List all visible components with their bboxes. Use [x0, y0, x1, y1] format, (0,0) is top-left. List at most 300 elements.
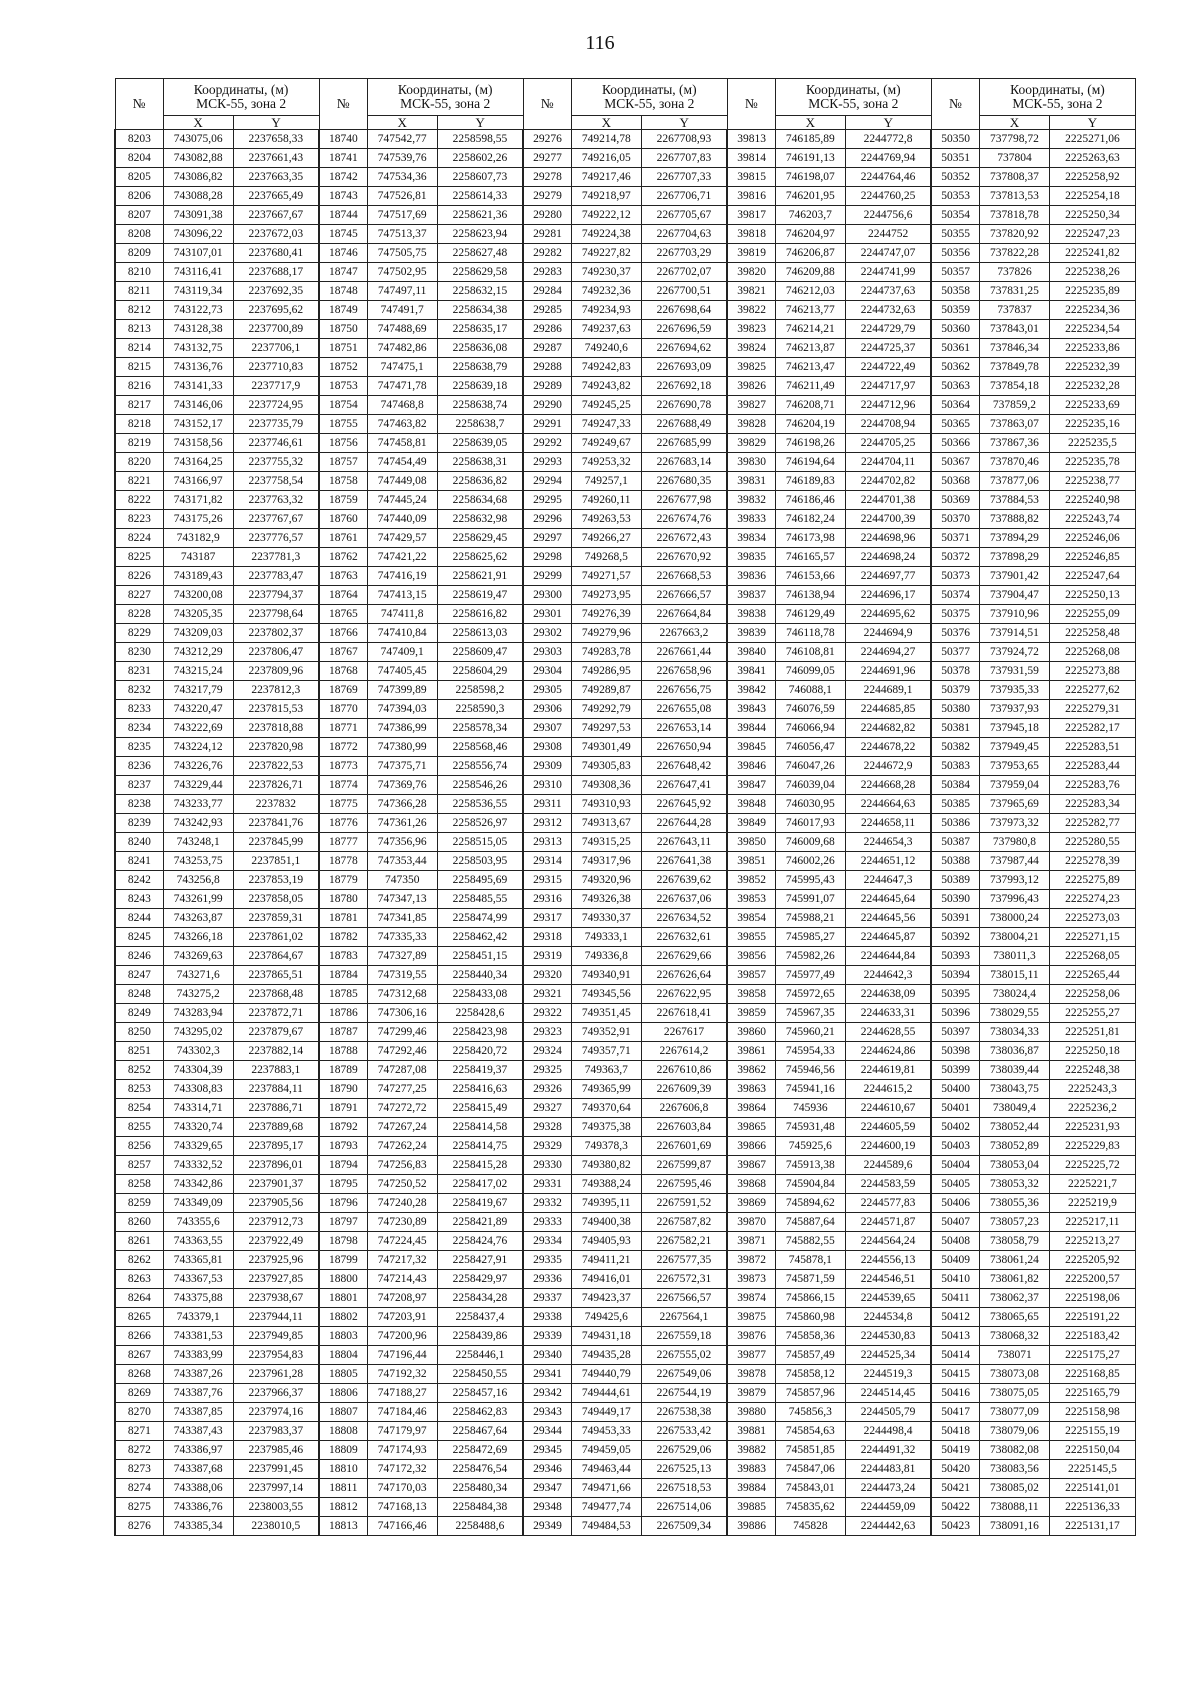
cell-x-value: 749315,25: [571, 833, 641, 852]
cell-y-value: 2237896,01: [233, 1156, 319, 1175]
cell-y-value: 2258488,6: [437, 1517, 523, 1536]
table-row: [115, 947, 1136, 966]
cell-y-value: 2244539,65: [845, 1289, 931, 1308]
cell-point-number: 50388: [931, 852, 979, 871]
cell-x-value: 747179,97: [367, 1422, 437, 1441]
cell-y-value: 2225221,7: [1049, 1175, 1135, 1194]
cell-x-value: 743152,17: [163, 415, 233, 434]
cell-y-value: 2258621,91: [437, 567, 523, 586]
cell-x-value: 737837: [979, 301, 1049, 320]
cell-x-value: 743256,8: [163, 871, 233, 890]
cell-y-value: 2244589,6: [845, 1156, 931, 1175]
cell-point-number: 8252: [115, 1061, 163, 1080]
cell-point-number: 50377: [931, 643, 979, 662]
cell-y-value: 2244624,86: [845, 1042, 931, 1061]
cell-point-number: 39874: [727, 1289, 775, 1308]
cell-point-number: 29337: [523, 1289, 571, 1308]
cell-y-value: 2258428,6: [437, 1004, 523, 1023]
cell-y-value: 2225235,16: [1049, 415, 1135, 434]
cell-point-number: 18807: [319, 1403, 367, 1422]
cell-point-number: 8235: [115, 738, 163, 757]
table-row: [115, 548, 1136, 567]
cell-point-number: 8267: [115, 1346, 163, 1365]
cell-point-number: 18809: [319, 1441, 367, 1460]
cell-y-value: 2225268,05: [1049, 947, 1135, 966]
cell-x-value: 749345,56: [571, 985, 641, 1004]
table-row: [115, 1289, 1136, 1308]
cell-y-value: 2225232,28: [1049, 377, 1135, 396]
cell-x-value: 749224,38: [571, 225, 641, 244]
cell-y-value: 2244696,17: [845, 586, 931, 605]
cell-x-value: 749286,95: [571, 662, 641, 681]
table-row: [115, 415, 1136, 434]
cell-x-value: 743269,63: [163, 947, 233, 966]
cell-y-value: 2237746,61: [233, 434, 319, 453]
cell-x-value: 743128,38: [163, 320, 233, 339]
cell-x-value: 737820,92: [979, 225, 1049, 244]
cell-point-number: 8215: [115, 358, 163, 377]
cell-point-number: 39886: [727, 1517, 775, 1536]
cell-point-number: 29276: [523, 130, 571, 149]
cell-y-value: 2237798,64: [233, 605, 319, 624]
cell-x-value: 737949,45: [979, 738, 1049, 757]
table-row: [115, 301, 1136, 320]
cell-x-value: 743164,25: [163, 453, 233, 472]
cell-y-value: 2244702,82: [845, 472, 931, 491]
cell-x-value: 747468,8: [367, 396, 437, 415]
cell-y-value: 2244654,3: [845, 833, 931, 852]
cell-x-value: 737959,04: [979, 776, 1049, 795]
cell-x-value: 743082,88: [163, 149, 233, 168]
cell-y-value: 2237717,9: [233, 377, 319, 396]
cell-x-value: 747517,69: [367, 206, 437, 225]
cell-point-number: 18791: [319, 1099, 367, 1118]
cell-y-value: 2258480,34: [437, 1479, 523, 1498]
table-row: [115, 1403, 1136, 1422]
cell-point-number: 50378: [931, 662, 979, 681]
cell-y-value: 2237912,73: [233, 1213, 319, 1232]
cell-point-number: 29278: [523, 168, 571, 187]
cell-y-value: 2244701,38: [845, 491, 931, 510]
cell-x-value: 745936: [775, 1099, 845, 1118]
cell-y-value: 2244668,28: [845, 776, 931, 795]
table-row: [115, 244, 1136, 263]
cell-x-value: 738061,24: [979, 1251, 1049, 1270]
cell-y-value: 2225219,9: [1049, 1194, 1135, 1213]
cell-x-value: 746203,7: [775, 206, 845, 225]
cell-y-value: 2267668,53: [641, 567, 727, 586]
cell-x-value: 743242,93: [163, 814, 233, 833]
cell-x-value: 738075,05: [979, 1384, 1049, 1403]
cell-x-value: 743215,24: [163, 662, 233, 681]
cell-y-value: 2237758,54: [233, 472, 319, 491]
cell-y-value: 2267555,02: [641, 1346, 727, 1365]
cell-x-value: 749214,78: [571, 130, 641, 149]
cell-point-number: 8255: [115, 1118, 163, 1137]
cell-y-value: 2237755,32: [233, 453, 319, 472]
cell-x-value: 743385,34: [163, 1517, 233, 1536]
table-row: [115, 1308, 1136, 1327]
cell-y-value: 2244772,8: [845, 130, 931, 149]
table-row: [115, 206, 1136, 225]
cell-y-value: 2237895,17: [233, 1137, 319, 1156]
cell-y-value: 2244519,3: [845, 1365, 931, 1384]
cell-x-value: 747369,76: [367, 776, 437, 795]
cell-point-number: 29306: [523, 700, 571, 719]
cell-y-value: 2237672,03: [233, 225, 319, 244]
cell-point-number: 29330: [523, 1156, 571, 1175]
table-row: [115, 814, 1136, 833]
cell-y-value: 2225234,36: [1049, 301, 1135, 320]
cell-x-value: 747350: [367, 871, 437, 890]
cell-point-number: 18804: [319, 1346, 367, 1365]
cell-y-value: 2225243,74: [1049, 510, 1135, 529]
cell-point-number: 29282: [523, 244, 571, 263]
cell-x-value: 738061,82: [979, 1270, 1049, 1289]
cell-y-value: 2225250,13: [1049, 586, 1135, 605]
table-row: [115, 1137, 1136, 1156]
cell-point-number: 39821: [727, 282, 775, 301]
cell-x-value: 749435,28: [571, 1346, 641, 1365]
cell-point-number: 50411: [931, 1289, 979, 1308]
cell-y-value: 2258614,33: [437, 187, 523, 206]
cell-y-value: 2237724,95: [233, 396, 319, 415]
cell-y-value: 2225279,31: [1049, 700, 1135, 719]
cell-point-number: 29293: [523, 453, 571, 472]
cell-point-number: 39813: [727, 130, 775, 149]
header-coordinates: [775, 79, 931, 116]
header-y: Y: [437, 116, 523, 130]
cell-y-value: 2258415,28: [437, 1156, 523, 1175]
cell-x-value: 747399,89: [367, 681, 437, 700]
cell-x-value: 747250,52: [367, 1175, 437, 1194]
table-row: [115, 757, 1136, 776]
cell-point-number: 29323: [523, 1023, 571, 1042]
cell-y-value: 2267582,21: [641, 1232, 727, 1251]
cell-y-value: 2237944,11: [233, 1308, 319, 1327]
cell-x-value: 749271,57: [571, 567, 641, 586]
cell-y-value: 2237949,85: [233, 1327, 319, 1346]
cell-x-value: 747440,09: [367, 510, 437, 529]
cell-x-value: 746212,03: [775, 282, 845, 301]
cell-x-value: 743182,9: [163, 529, 233, 548]
cell-x-value: 737826: [979, 263, 1049, 282]
cell-x-value: 737888,82: [979, 510, 1049, 529]
cell-y-value: 2267693,09: [641, 358, 727, 377]
cell-y-value: 2244729,79: [845, 320, 931, 339]
cell-x-value: 738068,32: [979, 1327, 1049, 1346]
cell-x-value: 746189,83: [775, 472, 845, 491]
cell-x-value: 749273,95: [571, 586, 641, 605]
cell-x-value: 743187: [163, 548, 233, 567]
cell-x-value: 737854,18: [979, 377, 1049, 396]
cell-point-number: 18756: [319, 434, 367, 453]
cell-x-value: 747526,81: [367, 187, 437, 206]
cell-point-number: 8240: [115, 833, 163, 852]
cell-point-number: 39850: [727, 833, 775, 852]
table-row: [115, 1517, 1136, 1536]
cell-point-number: 29312: [523, 814, 571, 833]
table-row: [115, 263, 1136, 282]
cell-x-value: 746185,89: [775, 130, 845, 149]
cell-y-value: 2258421,89: [437, 1213, 523, 1232]
header-x: X: [979, 116, 1049, 130]
cell-y-value: 2244642,3: [845, 966, 931, 985]
cell-y-value: 2244651,12: [845, 852, 931, 871]
cell-point-number: 8257: [115, 1156, 163, 1175]
table-row: [115, 1422, 1136, 1441]
cell-point-number: 50420: [931, 1460, 979, 1479]
cell-point-number: 50364: [931, 396, 979, 415]
cell-point-number: 29331: [523, 1175, 571, 1194]
cell-point-number: 50372: [931, 548, 979, 567]
cell-point-number: 18751: [319, 339, 367, 358]
cell-y-value: 2244722,49: [845, 358, 931, 377]
cell-point-number: 8219: [115, 434, 163, 453]
cell-point-number: 18748: [319, 282, 367, 301]
cell-x-value: 745941,16: [775, 1080, 845, 1099]
cell-y-value: 2225131,17: [1049, 1517, 1135, 1536]
cell-x-value: 745991,07: [775, 890, 845, 909]
cell-point-number: 18746: [319, 244, 367, 263]
cell-point-number: 39829: [727, 434, 775, 453]
cell-y-value: 2267656,75: [641, 681, 727, 700]
cell-x-value: 743271,6: [163, 966, 233, 985]
cell-y-value: 2258619,47: [437, 586, 523, 605]
cell-y-value: 2267632,61: [641, 928, 727, 947]
cell-point-number: 29338: [523, 1308, 571, 1327]
cell-y-value: 2225145,5: [1049, 1460, 1135, 1479]
cell-x-value: 746213,47: [775, 358, 845, 377]
cell-y-value: 2225258,92: [1049, 168, 1135, 187]
cell-y-value: 2267661,44: [641, 643, 727, 662]
cell-point-number: 18786: [319, 1004, 367, 1023]
cell-x-value: 749365,99: [571, 1080, 641, 1099]
cell-y-value: 2225155,19: [1049, 1422, 1135, 1441]
cell-x-value: 749305,83: [571, 757, 641, 776]
cell-point-number: 18776: [319, 814, 367, 833]
cell-y-value: 2267672,43: [641, 529, 727, 548]
cell-y-value: 2258536,55: [437, 795, 523, 814]
table-row: [115, 1118, 1136, 1137]
cell-point-number: 50394: [931, 966, 979, 985]
cell-y-value: 2258440,34: [437, 966, 523, 985]
cell-point-number: 39860: [727, 1023, 775, 1042]
cell-point-number: 29342: [523, 1384, 571, 1403]
cell-x-value: 749395,11: [571, 1194, 641, 1213]
cell-x-value: 746099,05: [775, 662, 845, 681]
cell-y-value: 2244498,4: [845, 1422, 931, 1441]
cell-x-value: 737813,53: [979, 187, 1049, 206]
cell-point-number: 39875: [727, 1308, 775, 1327]
cell-y-value: 2244698,96: [845, 529, 931, 548]
cell-x-value: 746213,77: [775, 301, 845, 320]
cell-y-value: 2237781,3: [233, 548, 319, 567]
cell-x-value: 749237,63: [571, 320, 641, 339]
cell-point-number: 39868: [727, 1175, 775, 1194]
cell-x-value: 737898,29: [979, 548, 1049, 567]
cell-y-value: 2244717,97: [845, 377, 931, 396]
cell-y-value: 2244705,25: [845, 434, 931, 453]
cell-y-value: 2258590,3: [437, 700, 523, 719]
cell-point-number: 39849: [727, 814, 775, 833]
cell-point-number: 18759: [319, 491, 367, 510]
cell-y-value: 2225213,27: [1049, 1232, 1135, 1251]
cell-point-number: 39857: [727, 966, 775, 985]
cell-y-value: 2258414,58: [437, 1118, 523, 1137]
cell-point-number: 39864: [727, 1099, 775, 1118]
cell-x-value: 745954,33: [775, 1042, 845, 1061]
cell-point-number: 29343: [523, 1403, 571, 1422]
cell-x-value: 746088,1: [775, 681, 845, 700]
cell-point-number: 18783: [319, 947, 367, 966]
table-row: [115, 453, 1136, 472]
cell-point-number: 8217: [115, 396, 163, 415]
cell-y-value: 2244697,77: [845, 567, 931, 586]
cell-point-number: 39872: [727, 1251, 775, 1270]
header-number: №: [727, 79, 775, 130]
cell-y-value: 2244698,24: [845, 548, 931, 567]
cell-y-value: 2238003,55: [233, 1498, 319, 1517]
cell-y-value: 2258467,64: [437, 1422, 523, 1441]
cell-point-number: 29313: [523, 833, 571, 852]
cell-point-number: 39844: [727, 719, 775, 738]
cell-point-number: 18799: [319, 1251, 367, 1270]
cell-x-value: 749308,36: [571, 776, 641, 795]
header-coordinate-system: МСК-55, зона 2: [1012, 96, 1103, 111]
cell-point-number: 50362: [931, 358, 979, 377]
cell-y-value: 2267525,13: [641, 1460, 727, 1479]
cell-point-number: 29315: [523, 871, 571, 890]
cell-point-number: 39824: [727, 339, 775, 358]
cell-y-value: 2258424,76: [437, 1232, 523, 1251]
cell-x-value: 747409,1: [367, 643, 437, 662]
cell-point-number: 50405: [931, 1175, 979, 1194]
cell-point-number: 50395: [931, 985, 979, 1004]
cell-point-number: 8207: [115, 206, 163, 225]
cell-x-value: 737798,72: [979, 130, 1049, 149]
cell-point-number: 8244: [115, 909, 163, 928]
cell-point-number: 29301: [523, 605, 571, 624]
cell-y-value: 2267643,11: [641, 833, 727, 852]
cell-y-value: 2258503,95: [437, 852, 523, 871]
cell-point-number: 50423: [931, 1517, 979, 1536]
cell-x-value: 743189,43: [163, 567, 233, 586]
cell-point-number: 8230: [115, 643, 163, 662]
cell-x-value: 749477,74: [571, 1498, 641, 1517]
cell-point-number: 50351: [931, 149, 979, 168]
cell-y-value: 2244525,34: [845, 1346, 931, 1365]
cell-x-value: 747277,25: [367, 1080, 437, 1099]
cell-x-value: 737924,72: [979, 643, 1049, 662]
cell-x-value: 747394,03: [367, 700, 437, 719]
cell-x-value: 737914,51: [979, 624, 1049, 643]
cell-y-value: 2244769,94: [845, 149, 931, 168]
cell-x-value: 747454,49: [367, 453, 437, 472]
table-row: [115, 377, 1136, 396]
cell-point-number: 50387: [931, 833, 979, 852]
cell-x-value: 737863,07: [979, 415, 1049, 434]
cell-y-value: 2225283,34: [1049, 795, 1135, 814]
cell-y-value: 2258598,2: [437, 681, 523, 700]
cell-y-value: 2244564,24: [845, 1232, 931, 1251]
cell-x-value: 737931,59: [979, 662, 1049, 681]
header-y: Y: [1049, 116, 1135, 130]
cell-y-value: 2267700,51: [641, 282, 727, 301]
cell-y-value: 2237658,33: [233, 130, 319, 149]
cell-point-number: 8270: [115, 1403, 163, 1422]
cell-y-value: 2225240,98: [1049, 491, 1135, 510]
cell-y-value: 2225232,39: [1049, 358, 1135, 377]
cell-x-value: 743217,79: [163, 681, 233, 700]
header-coordinates-unit: Координаты, (м): [397, 82, 493, 97]
cell-point-number: 18808: [319, 1422, 367, 1441]
cell-y-value: 2238010,5: [233, 1517, 319, 1536]
cell-x-value: 737993,12: [979, 871, 1049, 890]
cell-point-number: 18792: [319, 1118, 367, 1137]
cell-y-value: 2225243,3: [1049, 1080, 1135, 1099]
cell-x-value: 747410,84: [367, 624, 437, 643]
header-x: X: [367, 116, 437, 130]
table-row: [115, 1232, 1136, 1251]
cell-x-value: 746191,13: [775, 149, 845, 168]
cell-point-number: 39848: [727, 795, 775, 814]
cell-y-value: 2258419,37: [437, 1061, 523, 1080]
cell-x-value: 746056,47: [775, 738, 845, 757]
cell-x-value: 738088,11: [979, 1498, 1049, 1517]
cell-x-value: 747312,68: [367, 985, 437, 1004]
cell-x-value: 745866,15: [775, 1289, 845, 1308]
cell-point-number: 8269: [115, 1384, 163, 1403]
cell-point-number: 50408: [931, 1232, 979, 1251]
cell-point-number: 39882: [727, 1441, 775, 1460]
cell-point-number: 50361: [931, 339, 979, 358]
cell-x-value: 738085,02: [979, 1479, 1049, 1498]
cell-point-number: 50375: [931, 605, 979, 624]
table-row: [115, 320, 1136, 339]
cell-x-value: 745843,01: [775, 1479, 845, 1498]
cell-y-value: 2225231,93: [1049, 1118, 1135, 1137]
cell-point-number: 39861: [727, 1042, 775, 1061]
cell-point-number: 50371: [931, 529, 979, 548]
cell-point-number: 8272: [115, 1441, 163, 1460]
cell-y-value: 2244689,1: [845, 681, 931, 700]
cell-point-number: 18813: [319, 1517, 367, 1536]
cell-point-number: 50380: [931, 700, 979, 719]
cell-point-number: 29341: [523, 1365, 571, 1384]
cell-point-number: 8221: [115, 472, 163, 491]
cell-point-number: 18770: [319, 700, 367, 719]
cell-y-value: 2225251,81: [1049, 1023, 1135, 1042]
cell-x-value: 747208,97: [367, 1289, 437, 1308]
cell-y-value: 2267670,92: [641, 548, 727, 567]
table-row: [115, 738, 1136, 757]
header-y: Y: [641, 116, 727, 130]
cell-x-value: 747267,24: [367, 1118, 437, 1137]
cell-x-value: 746213,87: [775, 339, 845, 358]
cell-point-number: 39840: [727, 643, 775, 662]
cell-point-number: 8210: [115, 263, 163, 282]
cell-point-number: 39819: [727, 244, 775, 263]
cell-x-value: 745860,98: [775, 1308, 845, 1327]
cell-x-value: 749279,96: [571, 624, 641, 643]
cell-y-value: 2225235,78: [1049, 453, 1135, 472]
cell-y-value: 2237985,46: [233, 1441, 319, 1460]
header-y: Y: [845, 116, 931, 130]
cell-x-value: 737867,36: [979, 434, 1049, 453]
cell-point-number: 50422: [931, 1498, 979, 1517]
cell-point-number: 8259: [115, 1194, 163, 1213]
